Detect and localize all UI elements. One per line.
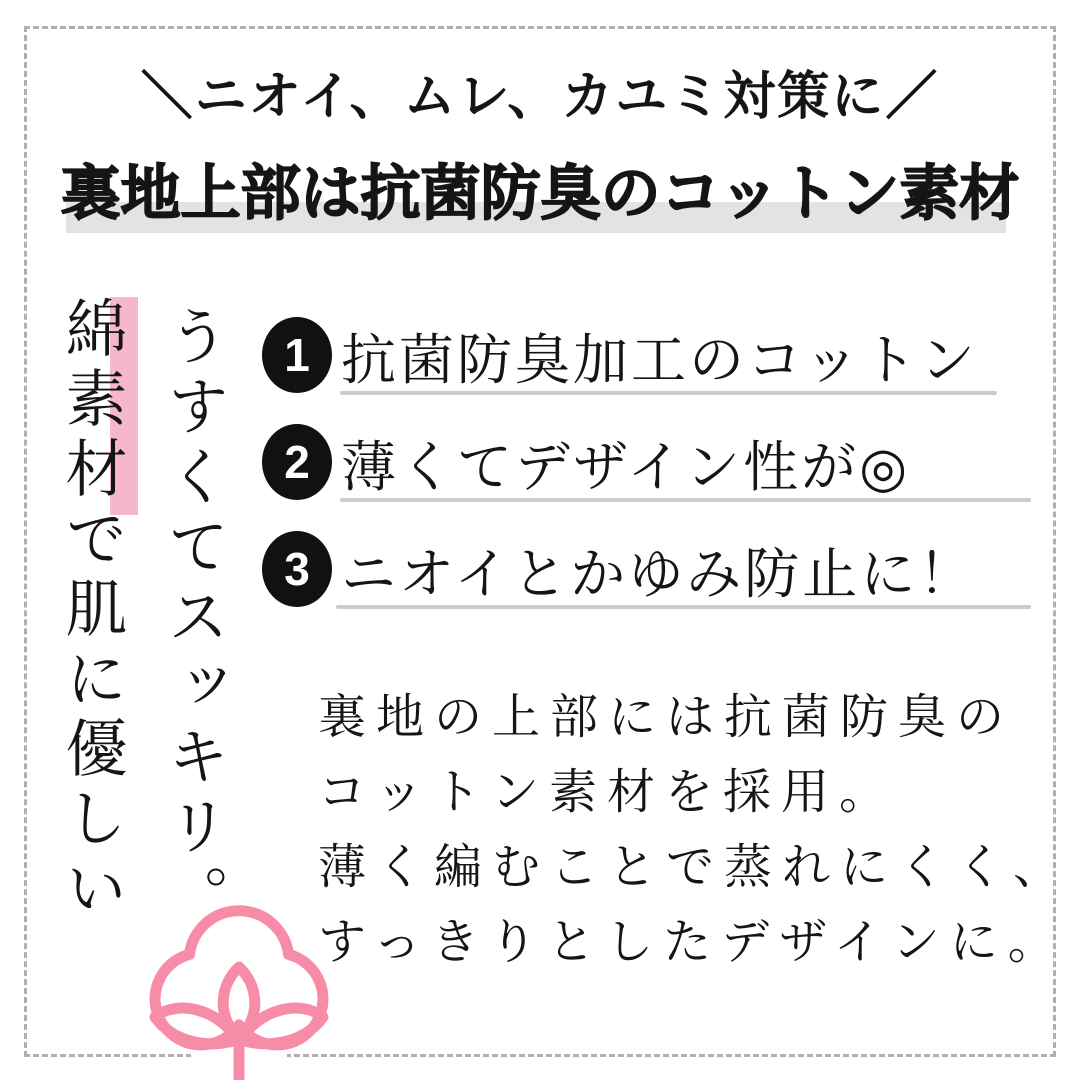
- page-title: 裏地上部は抗菌防臭のコットン素材: [60, 160, 1020, 227]
- feature-underline-3: [336, 605, 1031, 609]
- description-paragraph: [318, 680, 1071, 980]
- feature-label-2: 薄くてデザイン性が◎: [341, 435, 911, 498]
- paragraph-line: すっきりとしたデザインに。: [318, 916, 1066, 969]
- vertical-text-left: 綿素材で肌に優しい: [56, 296, 125, 926]
- number-badge-1: 1: [262, 317, 332, 393]
- cotton-cloud: [155, 911, 323, 1045]
- cotton-flower-icon: [143, 903, 335, 1080]
- feature-label-1: 抗菌防臭加工のコットン: [341, 328, 978, 391]
- paragraph-line: 薄く編むことで蒸れにくく、: [318, 841, 1072, 894]
- paragraph-line: 裏地の上部には抗菌防臭の: [318, 691, 1015, 744]
- paragraph-line: コットン素材を採用。: [318, 766, 898, 819]
- feature-item-3: [262, 531, 976, 607]
- feature-underline-1: [340, 391, 997, 395]
- feature-item-1: [262, 317, 978, 393]
- tagline: ＼ニオイ、ムレ、カユミ対策に／: [140, 68, 940, 126]
- feature-underline-2: [340, 498, 1031, 502]
- number-badge-2: 2: [262, 424, 332, 500]
- vertical-text-right: うすくてスッキリ。: [158, 304, 227, 934]
- number-badge-3: 3: [262, 531, 332, 607]
- feature-item-2: [262, 424, 910, 500]
- feature-label-3: ニオイとかゆみ防止に！: [341, 542, 977, 605]
